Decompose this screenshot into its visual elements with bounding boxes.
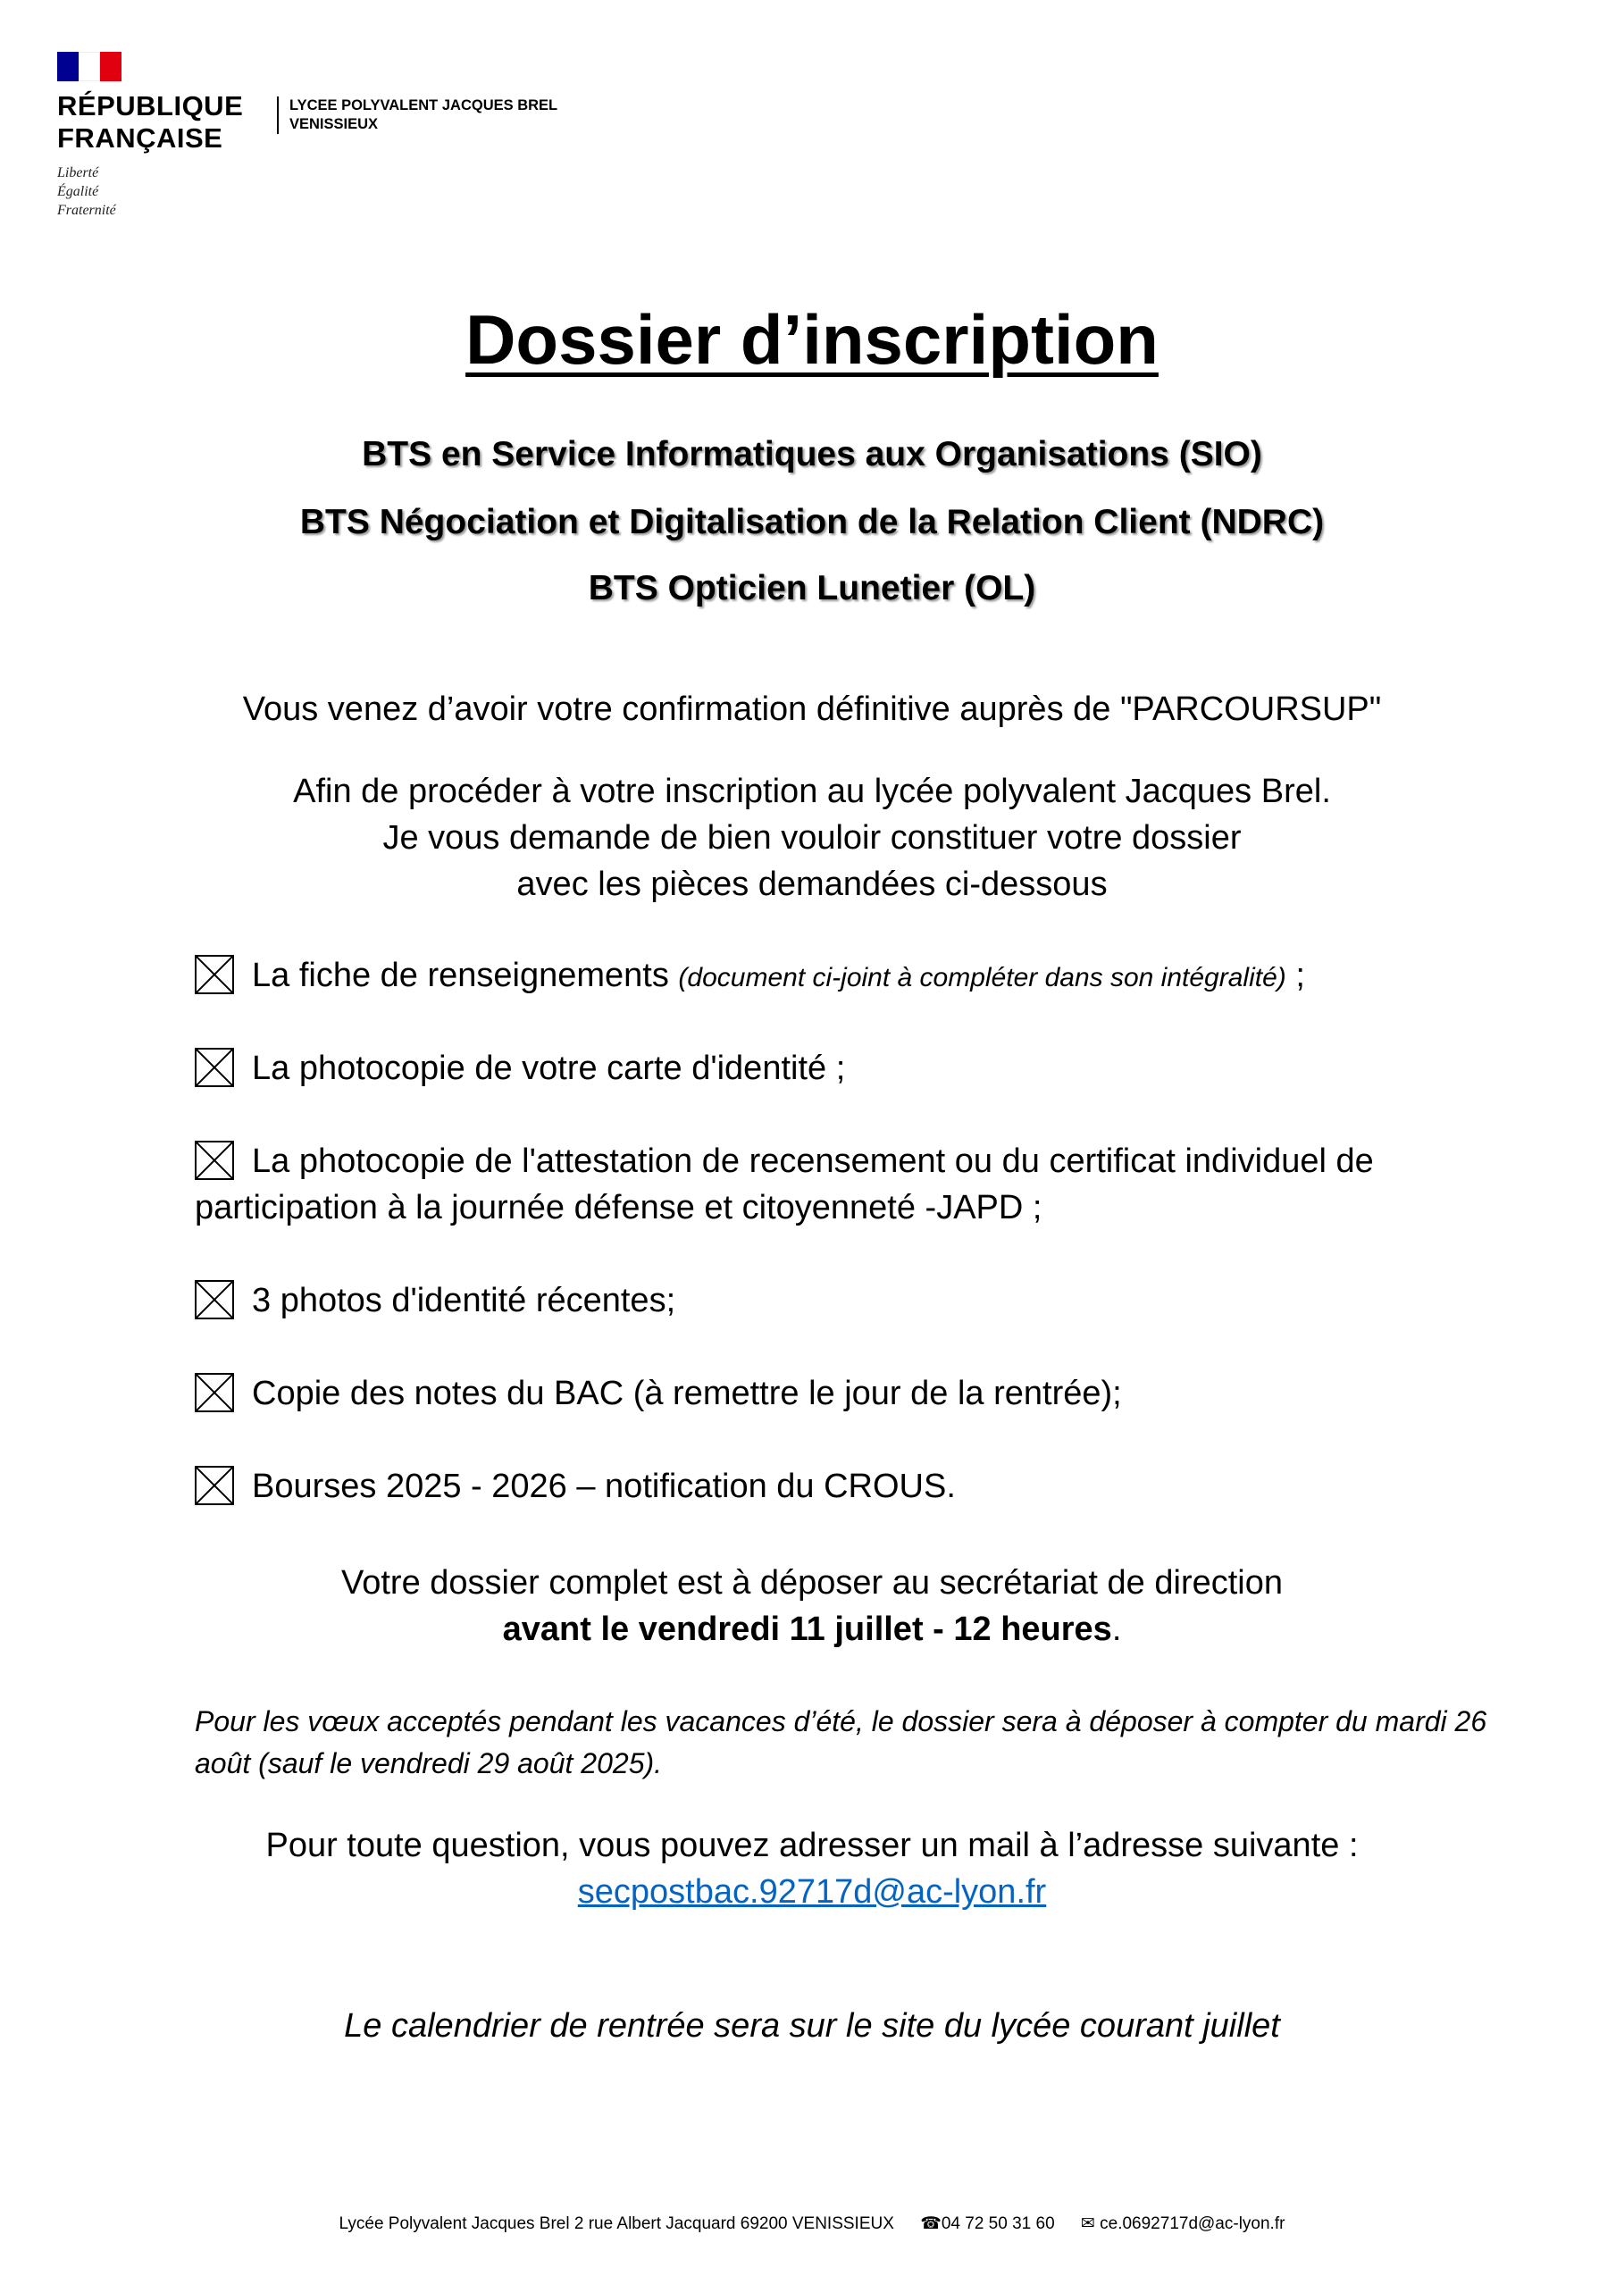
school-name — [277, 96, 557, 134]
deposit-deadline: avant le vendredi 11 juillet - 12 heures — [502, 1611, 1112, 1648]
republic-title — [57, 90, 244, 155]
phone-icon: ☎ — [920, 2214, 942, 2233]
contact-email-line — [0, 1869, 1624, 1915]
deposit-line: Votre dossier complet est à déposer au secrétariat de direction — [340, 1564, 1284, 1602]
contact-email-link[interactable]: secpostbac.92717d@ac-lyon.fr — [577, 1873, 1047, 1911]
footer-address: Lycée Polyvalent Jacques Brel 2 rue Albert Jacquard 69200 VENISSIEUX — [339, 2214, 894, 2233]
deposit-deadline-line — [0, 1606, 1624, 1653]
page-title — [0, 298, 1624, 381]
instruction-line-2: Je vous demande de bien vouloir constituer votre dossier — [382, 819, 1242, 857]
page-title-text: Dossier d’inscription — [465, 300, 1159, 379]
checklist-text: La photocopie de l'attestation de recensement ou du certificat individuel de participation à la journée défense et citoyenneté -JAPD ; — [195, 1142, 1374, 1226]
republique-francaise-logo — [57, 52, 244, 220]
motto-egalite: Égalité — [57, 184, 99, 199]
checked-box-icon — [195, 1466, 234, 1505]
checked-box-icon — [195, 955, 234, 994]
checklist-item-carte-identite — [195, 1045, 1481, 1092]
checklist-note: (document ci-joint à compléter dans son intégralité) — [678, 963, 1286, 992]
checklist-item-bourses — [195, 1463, 1481, 1510]
program-ndrc: BTS Négociation et Digitalisation de la Relation Client (NDRC) — [299, 503, 1325, 541]
republic-motto — [57, 163, 236, 220]
checked-box-icon — [195, 1373, 234, 1412]
french-flag-icon — [57, 52, 121, 81]
calendar-note: Le calendrier de rentrée sera sur le site du lycée courant juillet — [344, 2007, 1280, 2045]
checklist-item-photos — [195, 1277, 1481, 1324]
intro-text: Vous venez d’avoir votre confirmation définitive auprès de "PARCOURSUP" — [242, 690, 1382, 728]
motto-fraternite: Fraternité — [57, 203, 116, 218]
checklist-text: Copie des notes du BAC (à remettre le jour de la rentrée); — [252, 1375, 1122, 1412]
checklist-text: Bourses 2025 - 2026 – notification du CROUS. — [252, 1468, 956, 1505]
republic-line-2: FRANÇAISE — [57, 122, 223, 154]
footer — [0, 2213, 1624, 2234]
deposit-period: . — [1111, 1611, 1122, 1648]
checklist-suffix: ; — [1285, 957, 1305, 994]
question-line: Pour toute question, vous pouvez adresser un mail à l’adresse suivante : — [265, 1827, 1359, 1864]
school-name-line-1: LYCEE POLYVALENT JACQUES BREL — [289, 97, 558, 113]
instruction-line-1: Afin de procéder à votre inscription au lycée polyvalent Jacques Brel. — [293, 773, 1331, 810]
checklist-text: 3 photos d'identité récentes; — [252, 1282, 676, 1319]
email-icon: ✉ — [1080, 2214, 1095, 2233]
checked-box-icon — [195, 1280, 234, 1319]
program-ol: BTS Opticien Lunetier (OL) — [588, 569, 1036, 607]
checklist-item-notes-bac — [195, 1370, 1481, 1417]
checklist-item-attestation — [195, 1138, 1481, 1231]
footer-email: ce.0692717d@ac-lyon.fr — [1100, 2214, 1285, 2233]
footer-phone: 04 72 50 31 60 — [941, 2214, 1055, 2233]
motto-liberte: Liberté — [57, 165, 99, 180]
summer-note: Pour les vœux acceptés pendant les vacances d’été, le dossier sera à déposer à compter du mardi 26 août (sauf le vendredi 29 août 2025). — [195, 1705, 1487, 1779]
instruction-line-3: avec les pièces demandées ci-dessous — [516, 866, 1108, 903]
checklist-text: La photocopie de votre carte d'identité ; — [252, 1050, 846, 1087]
checked-box-icon — [195, 1141, 234, 1180]
checklist-item-fiche — [195, 952, 1481, 1001]
program-sio: BTS en Service Informatiques aux Organisations (SIO) — [362, 435, 1262, 473]
school-city: VENISSIEUX — [289, 116, 379, 132]
checked-box-icon — [195, 1048, 234, 1087]
checklist-text: La fiche de renseignements — [252, 957, 679, 994]
republic-line-1: RÉPUBLIQUE — [57, 90, 244, 121]
